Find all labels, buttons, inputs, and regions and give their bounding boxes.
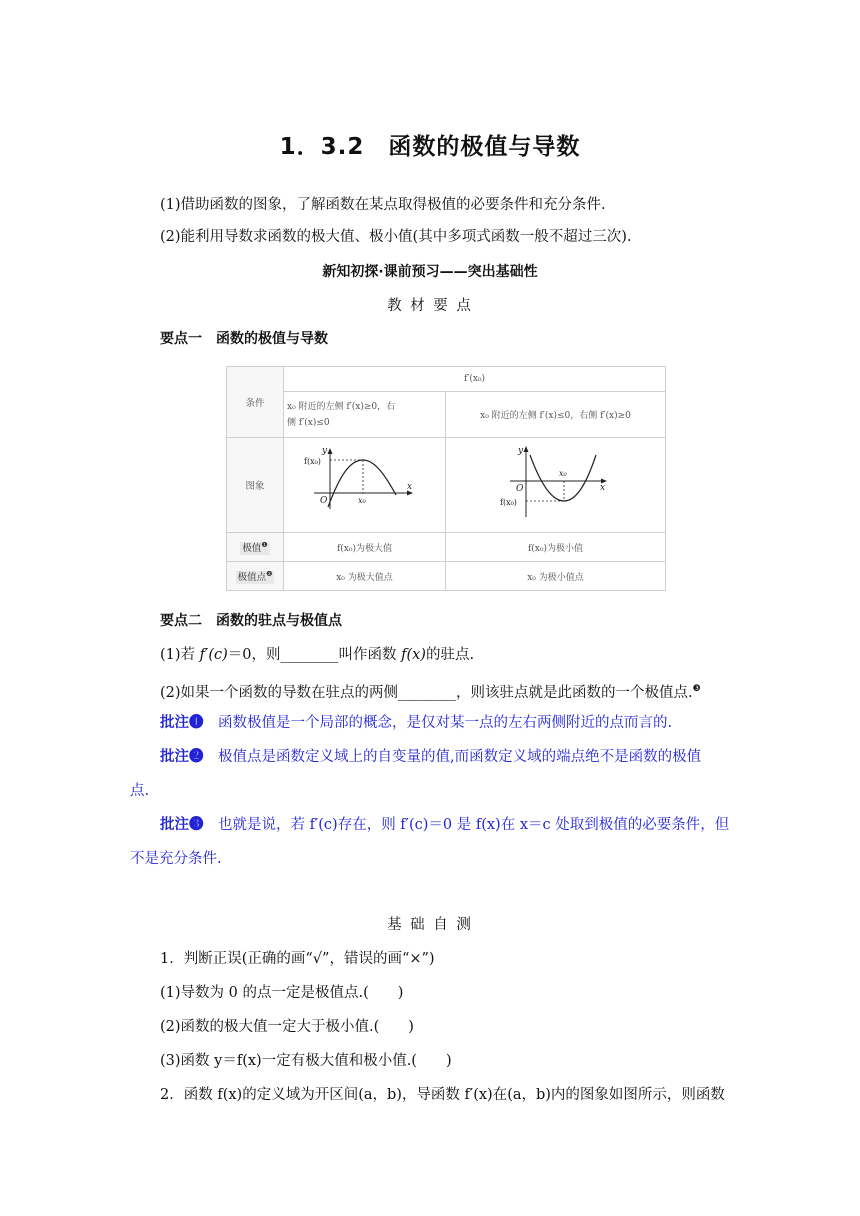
q1-item-3: (3)函数 y＝f(x)一定有极大值和极小值.( )	[160, 1053, 452, 1069]
point2-title: 要点二 函数的驻点与极值点	[160, 613, 342, 629]
page-title: 1．3.2 函数的极值与导数	[279, 134, 581, 160]
note-2-cont: 点.	[130, 783, 150, 799]
graph-max-cell	[284, 438, 446, 533]
axis-y-min: y	[517, 446, 523, 456]
header-fprime: f′(x₀)	[284, 367, 666, 392]
x0-label-min: x₀	[558, 469, 567, 478]
label-extreme-value: 极值$^❶$	[227, 533, 284, 562]
objective-2: (2)能利用导数求函数的极大值、极小值(其中多项式函数一般不超过三次).	[160, 229, 632, 245]
condition-min: x₀ 附近的左侧 f′(x)≤0，右侧 f′(x)≥0	[446, 392, 666, 438]
note-1: 批注❶ 函数极值是一个局部的概念，是仅对某一点的左右两侧附近的点而言的.	[160, 714, 673, 731]
point-min: x₀ 为极小值点	[446, 562, 666, 591]
graph-min-cell	[446, 438, 666, 533]
note-3-cont: 不是充分条件.	[130, 851, 222, 867]
subheading-textbook: 教 材 要 点	[387, 298, 473, 314]
value-max: f(x₀)为极大值	[284, 533, 446, 562]
q2-stem: 2．函数 f(x)的定义域为开区间(a，b)，导函数 f′(x)在(a，b)内的图象如图所示，则函数	[160, 1087, 725, 1103]
point2-item1: (1)若 f′(c)＝0，则________叫作函数 f(x)的驻点.	[160, 647, 475, 663]
axis-x-min: x	[599, 483, 605, 493]
origin: O	[319, 496, 327, 506]
axis-y: y	[321, 446, 327, 456]
origin-min: O	[515, 484, 523, 494]
value-min: f(x₀)为极小值	[446, 533, 666, 562]
note-2: 批注❷ 极值点是函数定义域上的自变量的值,而函数定义域的端点绝不是函数的极值	[160, 748, 702, 765]
point1-title: 要点一 函数的极值与导数	[160, 331, 328, 347]
min-graph	[496, 445, 616, 525]
fx0-label: f(x₀)	[303, 457, 321, 466]
condition-max: x₀ 附近的左侧 f′(x)≥0，右 侧 f′(x)≤0	[284, 392, 446, 438]
point-max: x₀ 为极大值点	[284, 562, 446, 591]
q1-item-1: (1)导数为 0 的点一定是极值点.( )	[160, 985, 404, 1001]
axis-x: x	[406, 482, 412, 492]
x0-label: x₀	[357, 496, 366, 505]
label-extreme-point: 极值点$^❷$	[227, 562, 284, 591]
q1-stem: 1．判断正误(正确的画“√”，错误的画“×”)	[160, 951, 435, 967]
subheading-self-test: 基 础 自 测	[387, 917, 473, 933]
fx0-label-min: f(x₀)	[499, 498, 517, 507]
objective-1: (1)借助函数的图象，了解函数在某点取得极值的必要条件和充分条件.	[160, 197, 606, 213]
point2-item2: (2)如果一个函数的导数在驻点的两侧________，则该驻点就是此函数的一个极值点.$^❸$	[160, 684, 701, 701]
label-graph: 图象	[227, 438, 284, 533]
section-heading: 新知初探·课前预习——突出基础性	[322, 264, 538, 280]
max-graph	[303, 445, 420, 525]
note-3: 批注❸ 也就是说，若 f′(c)存在，则 f′(c)＝0 是 f(x)在 x＝c 处取到极值的必要条件，但	[160, 816, 730, 833]
label-condition: 条件	[227, 367, 284, 438]
q1-item-2: (2)函数的极大值一定大于极小值.( )	[160, 1019, 414, 1035]
extremum-table	[226, 366, 666, 591]
